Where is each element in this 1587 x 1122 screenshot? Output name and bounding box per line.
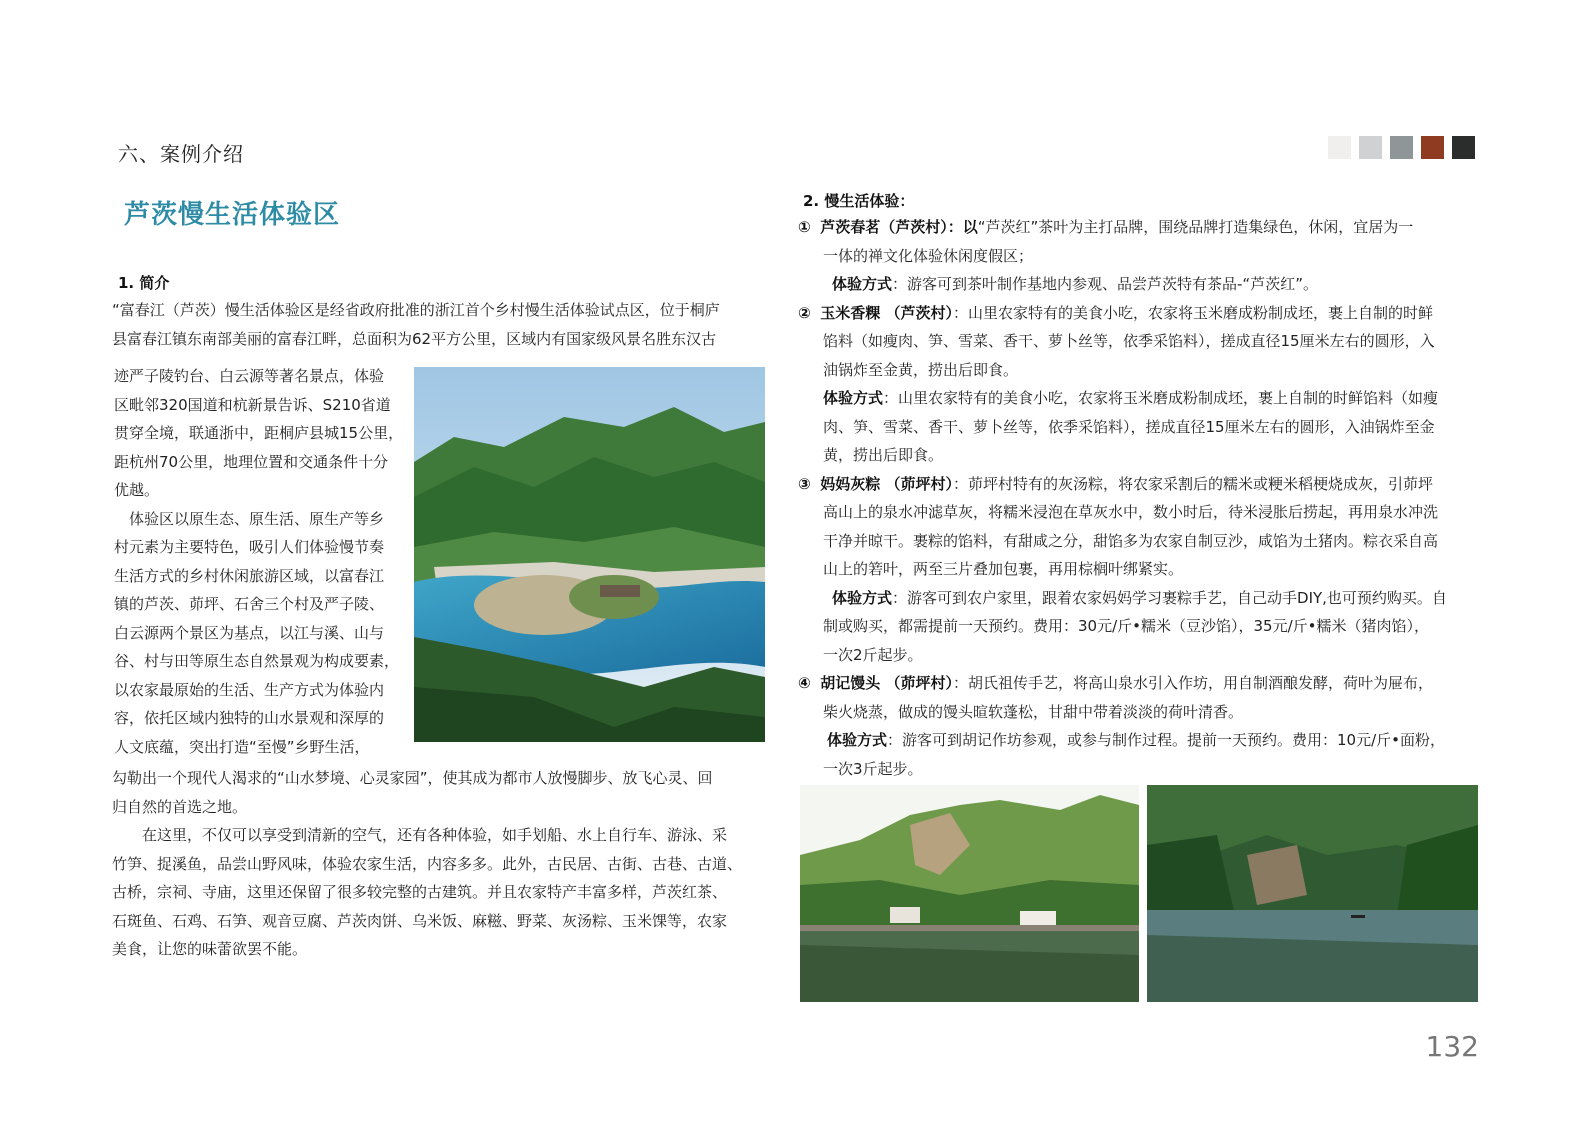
item-line: ：胡氏祖传手艺，将高山泉水引入作坊，用自制酒酿发酵，荷叶为屉布， — [952, 674, 1433, 692]
page-number: 132 — [1425, 1030, 1479, 1063]
swatch-4 — [1421, 136, 1444, 159]
item-title: 玉米香粿 （芦茨村） — [820, 303, 953, 322]
item-marker: ④ — [798, 674, 811, 692]
intro-line: 以农家最原始的生活、生产方式为体验内 — [114, 680, 385, 699]
intro-line: 县富春江镇东南部美丽的富春江畔，总面积为62平方公里，区域内有国家级风景名胜东汉古 — [112, 329, 717, 348]
item-line: 山上的箬叶，两至三片叠加包裹，再用棕榈叶绑紧实。 — [823, 560, 1184, 578]
intro-line: 体验区以原生态、原生活、原生产等乡 — [114, 509, 385, 528]
intro-line: 谷、村与田等原生态自然景观为构成要素， — [114, 652, 400, 670]
page-title: 芦茨慢生活体验区 — [124, 200, 341, 230]
swatch-3 — [1390, 136, 1413, 159]
item-line: 一体的禅文化体验休闲度假区； — [823, 246, 1034, 265]
experience-way-line: 黄，捞出后即食。 — [823, 446, 944, 464]
intro-line: 村元素为主要特色，吸引人们体验慢节奏 — [114, 538, 385, 556]
intro-line: 归自然的首选之地。 — [112, 797, 248, 816]
intro-line: 人文底蕴，突出打造“至慢”乡野生活， — [114, 737, 370, 756]
intro-line: 区毗邻320国道和杭新景告诉、S210省道 — [114, 395, 391, 414]
item-line: ：茆坪村特有的灰汤粽，将农家采割后的糯米或粳米稻梗烧成灰，引茆坪 — [952, 474, 1433, 493]
intro-line: 竹笋、捉溪鱼，品尝山野风味，体验农家生活，内容多多。此外，古民居、古街、古巷、古道、 — [112, 854, 743, 873]
river-valley-aerial-photo — [414, 367, 765, 742]
experience-way-line: ：游客可到农户家里，跟着农家妈妈学习裹粽手艺，自己动手DIY,也可预约购买。自 — [892, 588, 1447, 607]
swatch-5 — [1452, 136, 1475, 159]
color-swatches — [1328, 136, 1475, 159]
intro-side-text — [114, 362, 403, 761]
intro-line: 勾勒出一个现代人渴求的“山水梦境、心灵家园”，使其成为都市人放慢脚步、放飞心灵、回 — [112, 769, 713, 787]
item-marker: ③ — [798, 474, 811, 493]
intro-heading: 1. 简介 — [118, 274, 170, 292]
intro-line: 生活方式的乡村休闲旅游区域，以富春江 — [114, 566, 385, 585]
intro-line: 在这里，不仅可以享受到清新的空气，还有各种体验，如手划船、水上自行车、游泳、采 — [112, 826, 728, 844]
lakeside-photo-svg — [800, 785, 1139, 1002]
experience-list — [798, 213, 1447, 783]
experience-way-line: 一次3斤起步。 — [823, 759, 923, 778]
experience-way-label: 体验方式 — [823, 389, 884, 407]
item-title: 芦茨春茗（芦茨村）：以 — [820, 218, 978, 236]
experience-item-3 — [798, 470, 1447, 499]
item-line: 高山上的泉水冲滤草灰，将糯米浸泡在草灰水中，数小时后，待米浸胀后捞起，再用泉水冲洗 — [823, 503, 1439, 521]
experience-way-label: 体验方式 — [827, 731, 888, 749]
item-line: 馅料（如瘦肉、笋、雪菜、香干、萝卜丝等，依季采馅料），搓成直径15厘米左右的圆形，入 — [823, 332, 1435, 350]
intro-line: 贯穿全境，联通浙中，距桐庐县城15公里， — [114, 424, 404, 442]
experience-heading: 2. 慢生活体验： — [803, 192, 915, 210]
intro-line: 白云源两个景区为基点，以江与溪、山与 — [114, 623, 385, 642]
intro-line: 石斑鱼、石鸡、石笋、观音豆腐、芦茨肉饼、乌米饭、麻糍、野菜、灰汤粽、玉米馃等，农家 — [112, 911, 728, 930]
item-title: 妈妈灰粽 （茆坪村） — [820, 474, 953, 493]
intro-line: 距杭州70公里，地理位置和交通条件十分 — [114, 452, 389, 471]
item-title: 胡记馒头 （茆坪村） — [820, 674, 953, 692]
experience-way-label: 体验方式 — [832, 588, 893, 607]
item-line: 干净并晾干。裹粽的馅料，有甜咸之分，甜馅多为农家自制豆沙，咸馅为土猪肉。粽衣采自高 — [823, 531, 1439, 550]
intro-line: 镇的芦茨、茆坪、石舍三个村及严子陵、 — [114, 595, 385, 613]
river-valley-photo-svg — [414, 367, 765, 742]
section-title: 六、案例介绍 — [118, 142, 244, 166]
experience-item-1 — [798, 213, 1447, 242]
intro-line: 美食，让您的味蕾欲罢不能。 — [112, 940, 308, 958]
intro-line: 优越。 — [114, 481, 160, 499]
experience-way-line: ：游客可到茶叶制作基地内参观、品尝芦茨特有茶品-“芦茨红”。 — [892, 275, 1318, 293]
intro-line: “富春江（芦茨）慢生活体验区是经省政府批准的浙江首个乡村慢生活体验试点区，位于桐庐 — [112, 301, 720, 319]
intro-line: 古桥，宗祠、寺庙，这里还保留了很多较完整的古建筑。并且农家特产丰富多样，芦茨红茶、 — [112, 883, 728, 901]
intro-line: 容，依托区域内独特的山水景观和深厚的 — [114, 709, 385, 727]
intro-bottom-text — [112, 764, 742, 964]
swatch-2 — [1359, 136, 1382, 159]
item-line: 油锅炸至金黄，捞出后即食。 — [823, 360, 1019, 379]
item-line: ：山里农家特有的美食小吃，农家将玉米磨成粉制成坯，裹上自制的时鲜 — [952, 303, 1433, 322]
item-line: 柴火烧蒸，做成的馒头暄软蓬松，甘甜中带着淡淡的荷叶清香。 — [823, 702, 1244, 721]
mountain-lake-photo-svg — [1147, 785, 1478, 1002]
item-marker: ② — [798, 303, 811, 322]
swatch-1 — [1328, 136, 1351, 159]
intro-line: 迹严子陵钓台、白云源等著名景点，体验 — [114, 367, 385, 385]
experience-way-line: 一次2斤起步。 — [823, 645, 923, 664]
experience-way-line: 制或购买，都需提前一天预约。费用：30元/斤•糯米（豆沙馅），35元/斤•糯米（猪肉馅）， — [823, 617, 1429, 635]
lakeside-village-photo — [800, 785, 1139, 1002]
item-marker: ① — [798, 218, 811, 236]
experience-item-4 — [798, 669, 1447, 698]
item-line: “芦茨红”茶叶为主打品牌，围绕品牌打造集绿色，休闲，宜居为一 — [977, 218, 1414, 236]
experience-item-2 — [798, 299, 1447, 328]
experience-way-line: ：游客可到胡记作坊参观，或参与制作过程。提前一天预约。费用：10元/斤•面粉， — [887, 731, 1446, 749]
experience-way-label: 体验方式 — [832, 275, 893, 293]
mountain-lake-boat-photo — [1147, 785, 1478, 1002]
experience-way-line: 肉、笋、雪菜、香干、萝卜丝等，依季采馅料），搓成直径15厘米左右的圆形，入油锅炸至金 — [823, 417, 1435, 436]
experience-way-line: ：山里农家特有的美食小吃，农家将玉米磨成粉制成坯，裹上自制的时鲜馅料（如瘦 — [883, 389, 1439, 407]
intro-top-text — [112, 296, 720, 353]
